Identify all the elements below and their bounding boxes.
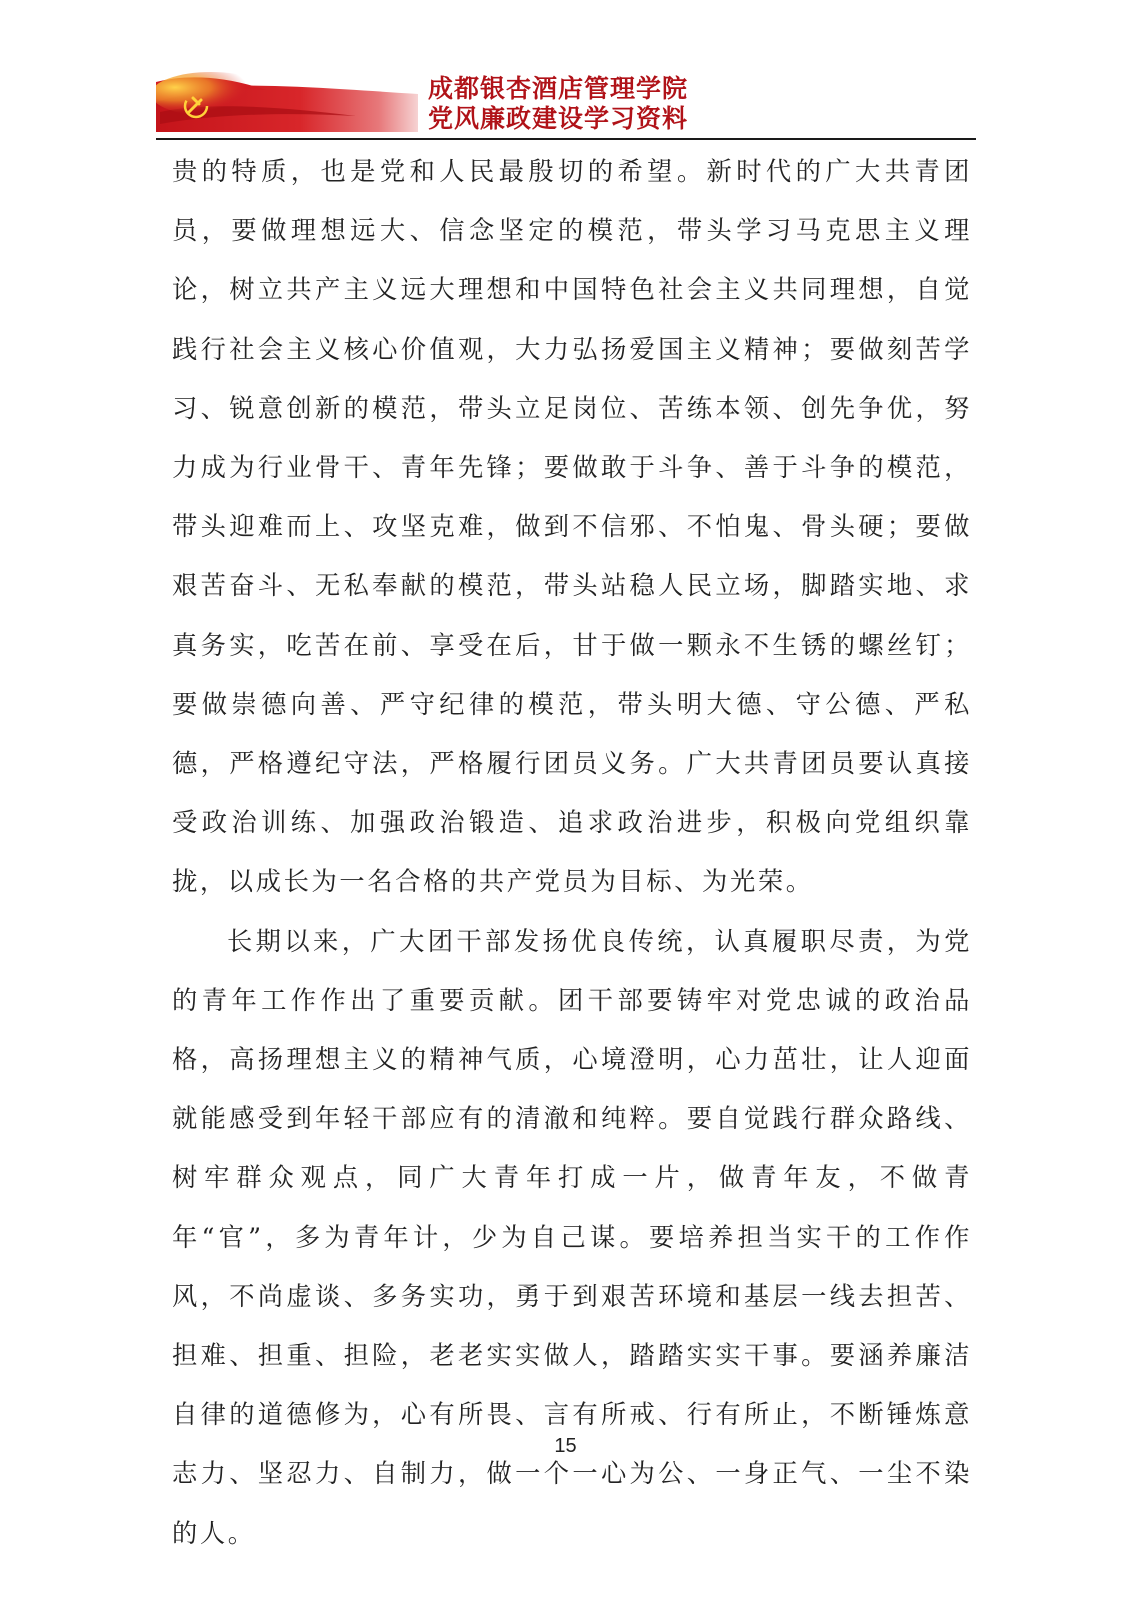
page-header (156, 66, 976, 138)
header-title-line2: 党风廉政建设学习资料 (428, 104, 689, 133)
party-emblem-icon (156, 72, 418, 132)
header-title (428, 74, 928, 134)
party-emblem-banner (156, 72, 418, 132)
document-body (172, 142, 972, 1563)
paragraph-1: 贵的特质，也是党和人民最殷切的希望。新时代的广大共青团员，要做理想远大、信念坚定的模范，带头学习马克思主义理论，树立共产主义远大理想和中国特色社会主义共同理想，自觉践行社会主义核心价值观，大力弘扬爱国主义精神；要做刻苦学习、锐意创新的模范，带头立足岗位、苦练本领、创先争优，努力成为行业骨干、青年先锋；要做敢于斗争、善于斗争的模范，带头迎难而上、攻坚克难，做到不信邪、不怕鬼、骨头硬；要做艰苦奋斗、无私奉献的模范，带头站稳人民立场，脚踏实地、求真务实，吃苦在前、享受在后，甘于做一颗永不生锈的螺丝钉；要做崇德向善、严守纪律的模范，带头明大德、守公德、严私德，严格遵纪守法，严格履行团员义务。广大共青团员要认真接受政治训练、加强政治锻造、追求政治进步，积极向党组织靠拢，以成长为一名合格的共产党员为目标、为光荣。 (172, 157, 972, 897)
header-divider (156, 138, 976, 140)
header-title-line1: 成都银杏酒店管理学院 (428, 74, 689, 103)
page-number: 15 (554, 1435, 577, 1457)
paragraph-2: 长期以来，广大团干部发扬优良传统，认真履职尽责，为党的青年工作作出了重要贡献。团干部要铸牢对党忠诚的政治品格，高扬理想主义的精神气质，心境澄明，心力茁壮，让人迎面就能感受到年轻干部应有的清澈和纯粹。要自觉践行群众路线、树牢群众观点，同广大青年打成一片，做青年友，不做青年“官”，多为青年计，少为自己谋。要培养担当实干的工作作风，不尚虚谈、多务实功，勇于到艰苦环境和基层一线去担苦、担难、担重、担险，老老实实做人，踏踏实实干事。要涵养廉洁自律的道德修为，心有所畏、言有所戒、行有所止，不断锤炼意志力、坚忍力、自制力，做一个一心为公、一身正气、一尘不染的人。 (172, 926, 972, 1548)
